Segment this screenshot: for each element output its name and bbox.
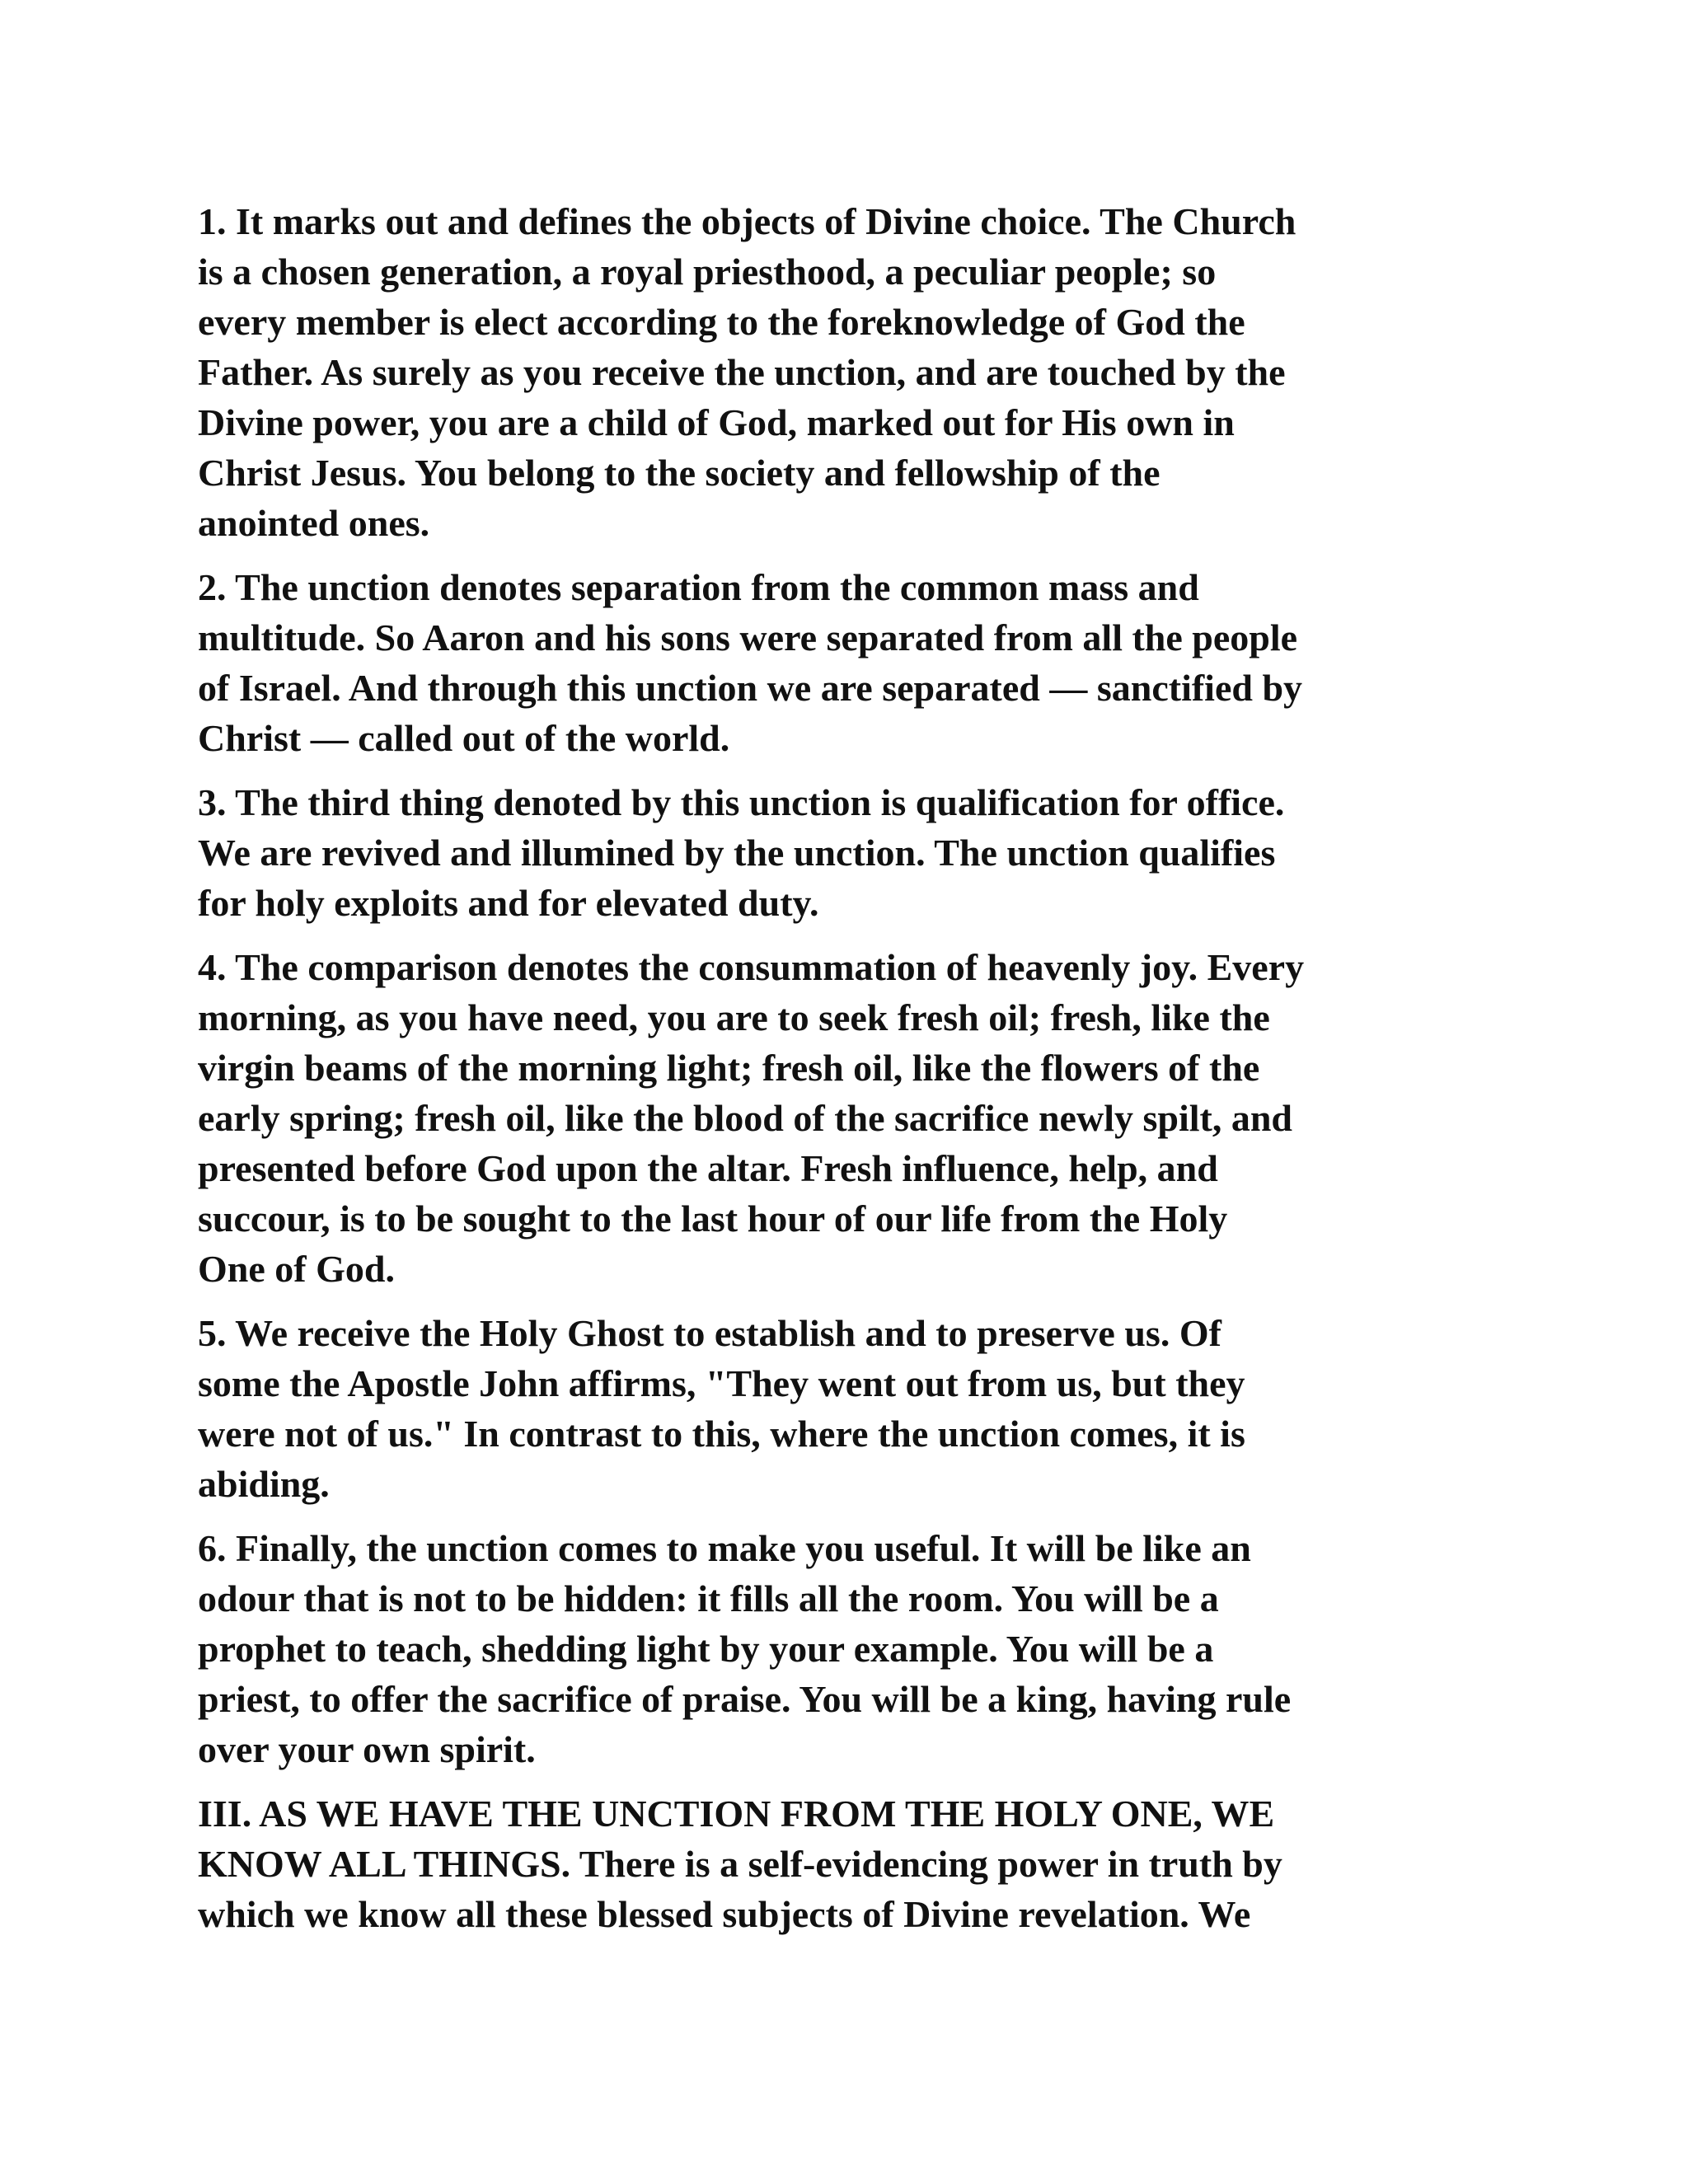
text-line: KNOW ALL THINGS. There is a self-evidencing power in truth by (198, 1843, 1282, 1885)
text-line: 1. It marks out and defines the objects of Divine choice. The Church (198, 200, 1296, 242)
paragraph-2 (198, 562, 1517, 763)
text-line: for holy exploits and for elevated duty. (198, 882, 819, 924)
paragraph-5 (198, 1308, 1517, 1509)
text-line: early spring; fresh oil, like the blood of the sacrifice newly spilt, and (198, 1097, 1293, 1139)
text-line: III. AS WE HAVE THE UNCTION FROM THE HOLY ONE, WE (198, 1793, 1275, 1835)
text-line: anointed ones. (198, 502, 430, 544)
paragraph-3 (198, 777, 1517, 928)
text-line: succour, is to be sought to the last hour of our life from the Holy (198, 1197, 1228, 1240)
text-line: Father. As surely as you receive the unction, and are touched by the (198, 351, 1286, 393)
body-text (198, 196, 1517, 1953)
text-line: multitude. So Aaron and his sons were separated from all the people (198, 616, 1298, 658)
text-line: We are revived and illumined by the unction. The unction qualifies (198, 832, 1276, 874)
text-line: over your own spirit. (198, 1728, 536, 1770)
text-line: 2. The unction denotes separation from the common mass and (198, 566, 1199, 608)
text-line: One of God. (198, 1248, 395, 1290)
text-line: morning, as you have need, you are to seek fresh oil; fresh, like the (198, 996, 1270, 1038)
text-line: presented before God upon the altar. Fresh influence, help, and (198, 1147, 1218, 1189)
text-line: which we know all these blessed subjects of Divine revelation. We (198, 1893, 1251, 1935)
paragraph-7 (198, 1788, 1517, 1939)
text-line: some the Apostle John affirms, "They went out from us, but they (198, 1362, 1245, 1404)
text-line: every member is elect according to the foreknowledge of God the (198, 301, 1245, 343)
text-line: priest, to offer the sacrifice of praise. You will be a king, having rule (198, 1678, 1292, 1720)
text-line: odour that is not to be hidden: it fills all the room. You will be a (198, 1577, 1219, 1619)
paragraph-1 (198, 196, 1517, 548)
text-line: were not of us." In contrast to this, where the unction comes, it is (198, 1413, 1245, 1455)
text-line: of Israel. And through this unction we are separated — sanctified by (198, 667, 1303, 709)
text-line: is a chosen generation, a royal priesthood, a peculiar people; so (198, 251, 1217, 293)
text-line: 5. We receive the Holy Ghost to establish and to preserve us. Of (198, 1312, 1221, 1354)
text-line: Christ — called out of the world. (198, 717, 730, 759)
text-line: 3. The third thing denoted by this unction is qualification for office. (198, 781, 1285, 823)
text-line: 4. The comparison denotes the consummation of heavenly joy. Every (198, 946, 1305, 988)
paragraph-6 (198, 1523, 1517, 1774)
text-line: Christ Jesus. You belong to the society and fellowship of the (198, 452, 1160, 494)
text-line: 6. Finally, the unction comes to make you useful. It will be like an (198, 1527, 1251, 1569)
text-line: virgin beams of the morning light; fresh oil, like the flowers of the (198, 1047, 1260, 1089)
paragraph-4 (198, 942, 1517, 1294)
text-line: prophet to teach, shedding light by your example. You will be a (198, 1628, 1214, 1670)
text-line: Divine power, you are a child of God, marked out for His own in (198, 401, 1235, 443)
text-line: abiding. (198, 1463, 330, 1505)
